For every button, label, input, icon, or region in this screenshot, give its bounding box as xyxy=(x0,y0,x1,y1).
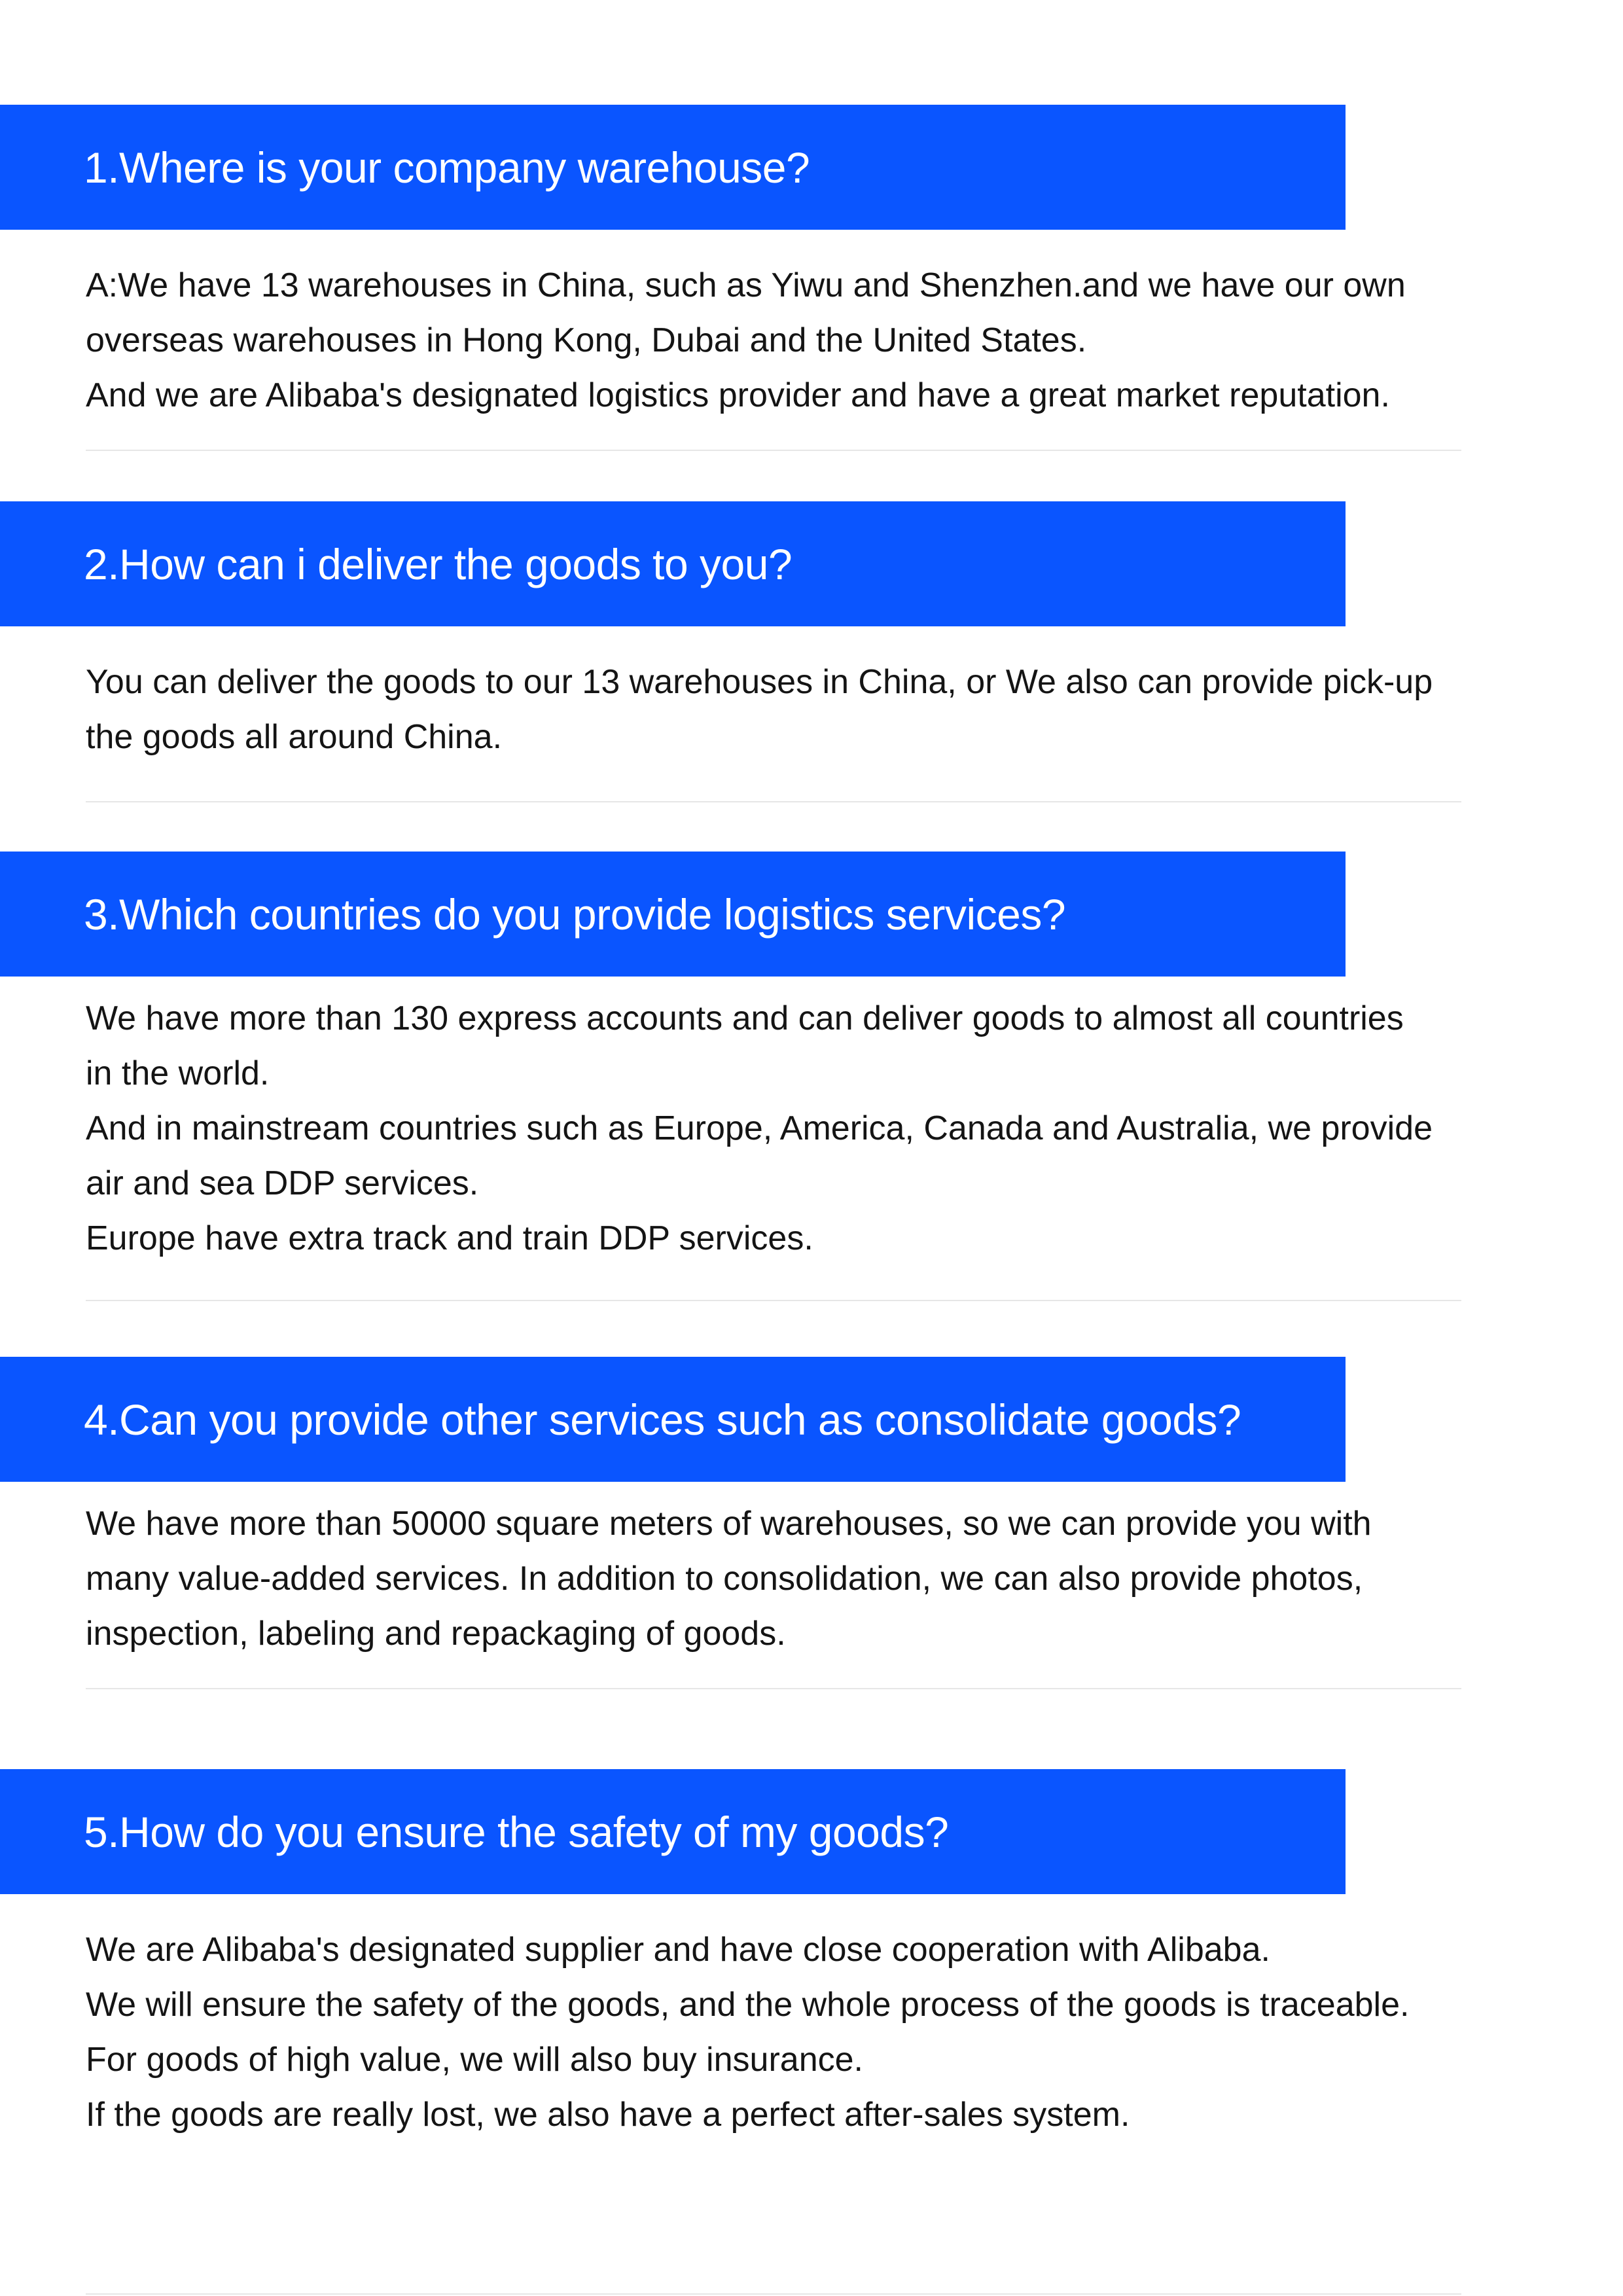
faq-2-divider xyxy=(86,801,1461,802)
faq-5-answer-line-1: We are Alibaba's designated supplier and have close cooperation with Alibaba. xyxy=(86,1931,1270,1969)
faq-1-header xyxy=(0,105,1346,230)
faq-5-answer xyxy=(86,1922,1480,2142)
faq-2-answer-line-2: the goods all around China. xyxy=(86,718,503,756)
faq-4-answer-line-1: We have more than 50000 square meters of warehouses, so we can provide you with xyxy=(86,1505,1372,1543)
faq-4-divider xyxy=(86,1688,1461,1689)
faq-2-title: 2.How can i deliver the goods to you? xyxy=(84,539,793,588)
faq-1-answer-line-3: And we are Alibaba's designated logistics provider and have a great market reputation. xyxy=(86,376,1390,414)
faq-5-answer-line-3: For goods of high value, we will also buy insurance. xyxy=(86,2041,863,2079)
faq-5-title: 5.How do you ensure the safety of my goods? xyxy=(84,1807,949,1856)
faq-4-title: 4.Can you provide other services such as consolidate goods? xyxy=(84,1395,1241,1444)
faq-3-answer xyxy=(86,991,1480,1266)
faq-4-header xyxy=(0,1357,1346,1482)
faq-1-title: 1.Where is your company warehouse? xyxy=(84,143,810,192)
faq-3-answer-line-2: in the world. xyxy=(86,1054,270,1092)
faq-2-answer-line-1: You can deliver the goods to our 13 warehouses in China, or We also can provide pick-up xyxy=(86,663,1433,701)
faq-4-answer-line-3: inspection, labeling and repackaging of goods. xyxy=(86,1615,786,1653)
faq-5-divider xyxy=(86,2293,1461,2295)
faq-1-answer-line-2: overseas warehouses in Hong Kong, Dubai and the United States. xyxy=(86,321,1087,359)
faq-5-answer-line-2: We will ensure the safety of the goods, and the whole process of the goods is traceable. xyxy=(86,1986,1410,2024)
faq-2-header xyxy=(0,501,1346,626)
faq-5-header xyxy=(0,1769,1346,1894)
faq-1-answer-line-1: A:We have 13 warehouses in China, such as Yiwu and Shenzhen.and we have our own xyxy=(86,266,1406,304)
faq-3-divider xyxy=(86,1300,1461,1301)
faq-2-answer xyxy=(86,655,1480,764)
faq-3-answer-line-3: And in mainstream countries such as Europe, America, Canada and Australia, we provide xyxy=(86,1109,1433,1147)
faq-3-answer-line-4: air and sea DDP services. xyxy=(86,1164,479,1202)
faq-4-answer-line-2: many value-added services. In addition to consolidation, we can also provide photos, xyxy=(86,1560,1363,1598)
faq-3-answer-line-1: We have more than 130 express accounts and can deliver goods to almost all countries xyxy=(86,999,1404,1037)
faq-3-answer-line-5: Europe have extra track and train DDP services. xyxy=(86,1219,813,1257)
faq-4-answer xyxy=(86,1496,1480,1661)
faq-5-answer-line-4: If the goods are really lost, we also have a perfect after-sales system. xyxy=(86,2096,1130,2134)
faq-3-title: 3.Which countries do you provide logistics services? xyxy=(84,889,1066,939)
faq-1-divider xyxy=(86,450,1461,451)
faq-3-header xyxy=(0,852,1346,977)
faq-1-answer xyxy=(86,258,1480,423)
